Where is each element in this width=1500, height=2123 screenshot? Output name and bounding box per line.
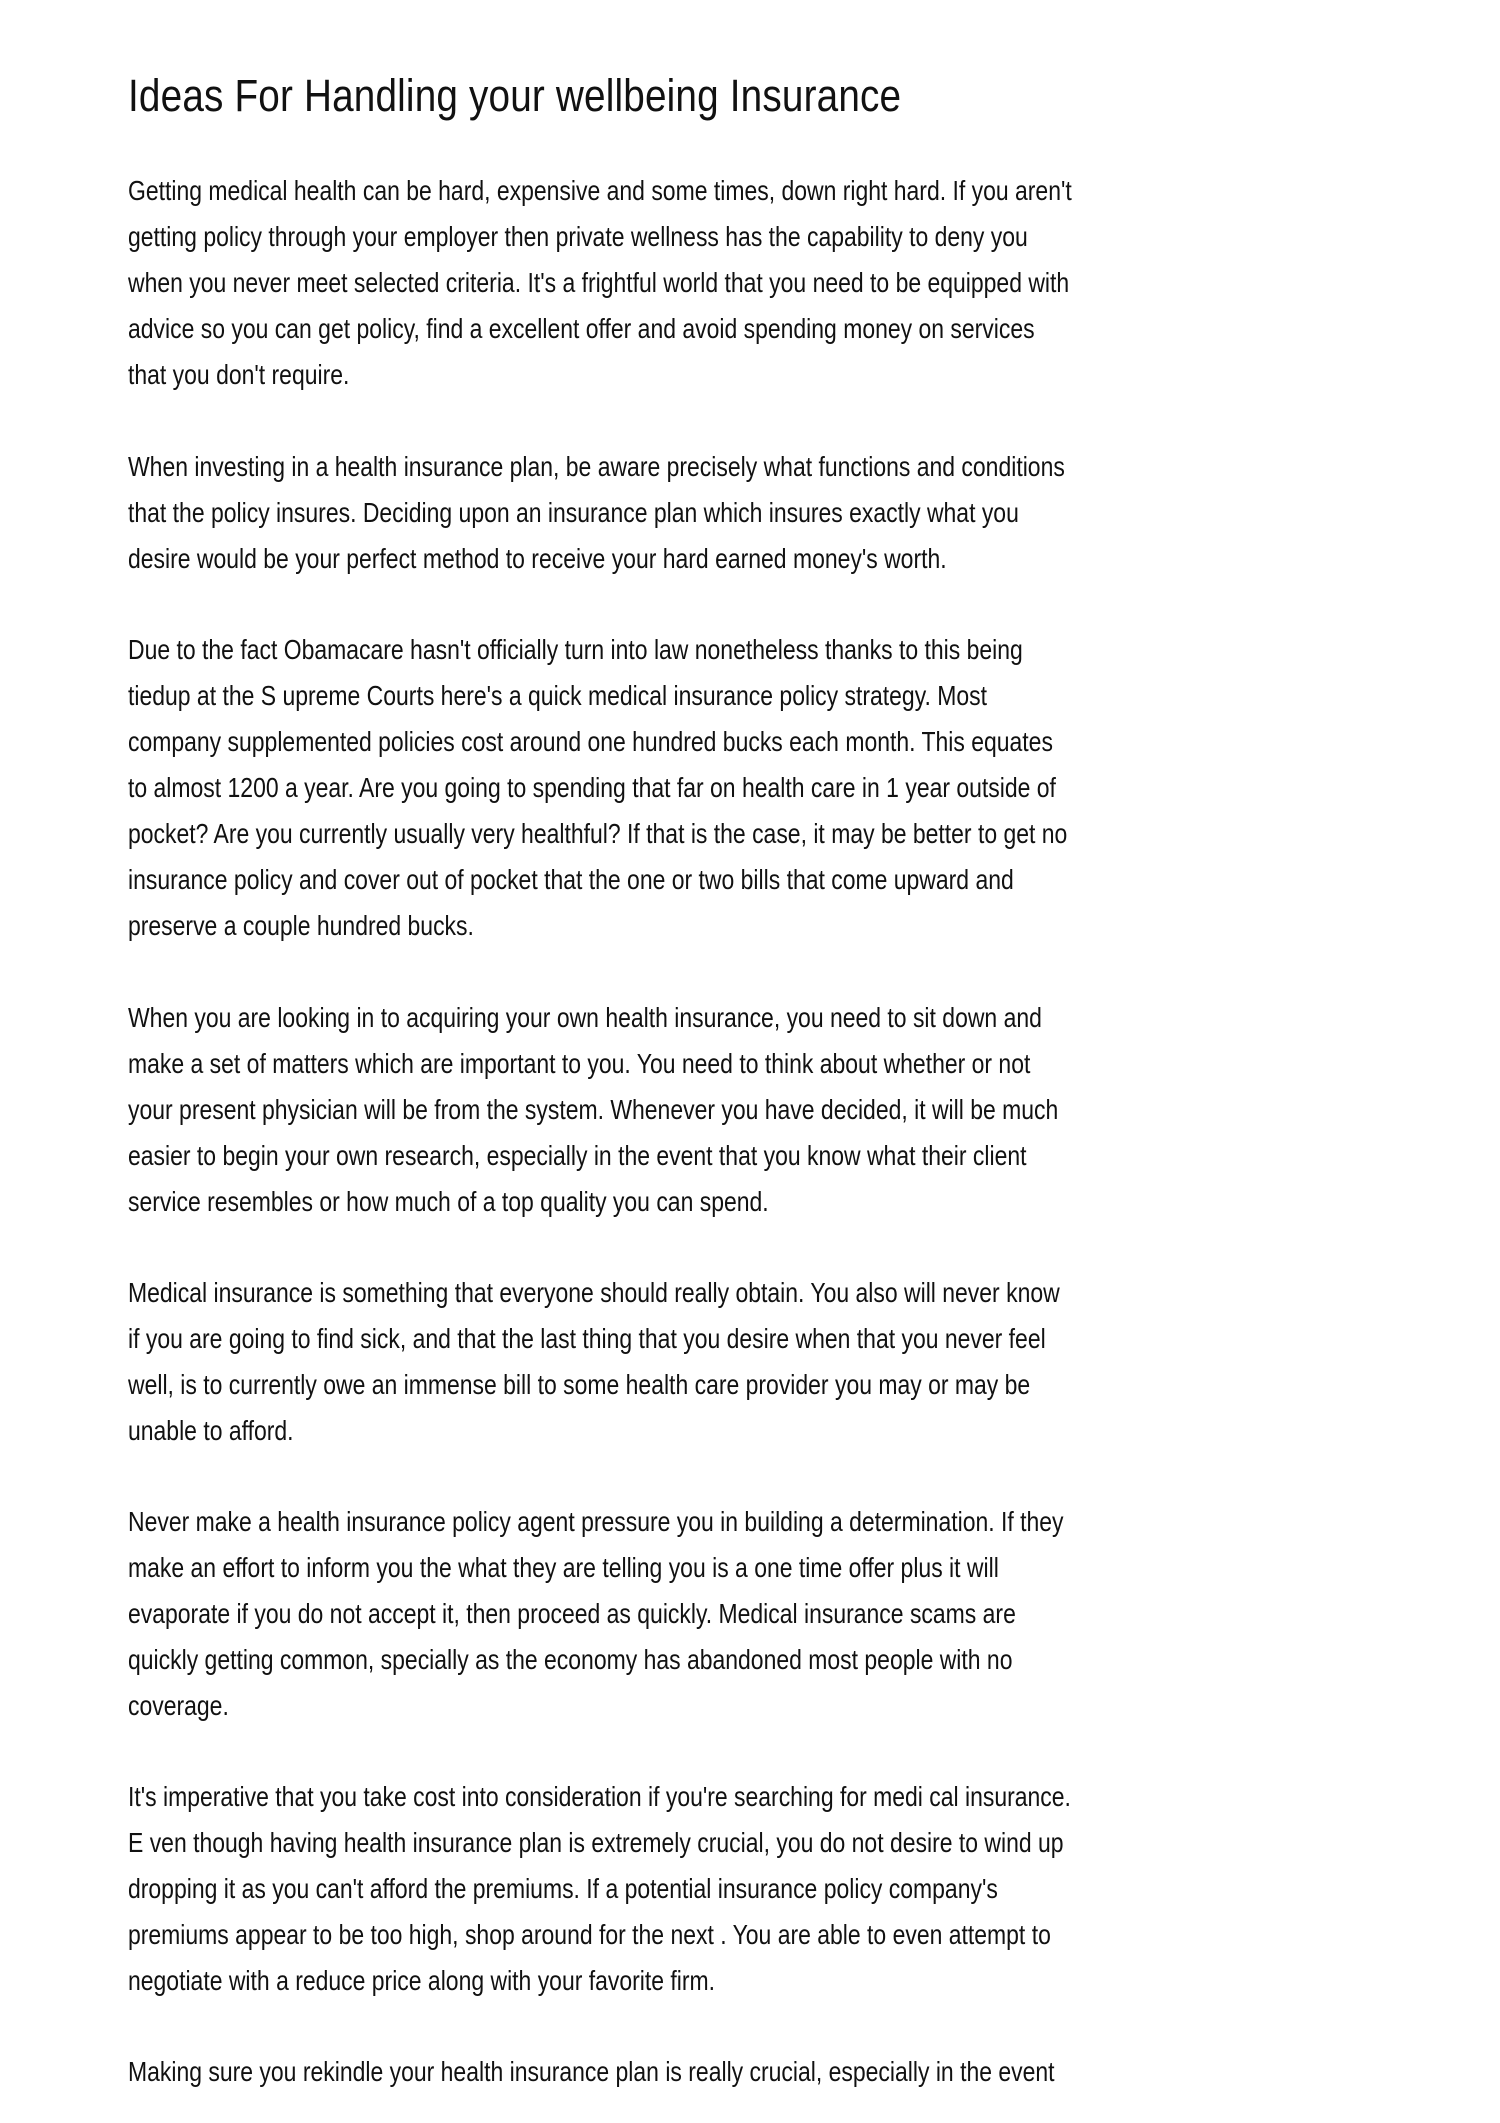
paragraph-3 [128,627,1274,949]
text-line: dropping it as you can't afford the premiums. If a potential insurance policy company's [128,1873,998,1904]
text-line: that you don't require. [128,359,350,390]
text-line: preserve a couple hundred bucks. [128,910,474,941]
text-line: unable to afford. [128,1415,294,1446]
paragraph-4 [128,995,1263,1225]
text-line: service resembles or how much of a top quality you can spend. [128,1186,769,1217]
text-line: evaporate if you do not accept it, then proceed as quickly. Medical insurance scams are [128,1598,1016,1629]
text-line: advice so you can get policy, find a excellent offer and avoid spending money on services [128,313,1035,344]
text-line: make a set of matters which are important to you. You need to think about whether or not [128,1048,1031,1079]
text-line: insurance policy and cover out of pocket that the one or two bills that come upward and [128,864,1014,895]
paragraph-5 [128,1270,1264,1454]
text-line: easier to begin your own research, especially in the event that you know what their client [128,1140,1027,1171]
text-line: premiums appear to be too high, shop around for the next . You are able to even attempt to [128,1919,1051,1950]
text-line: company supplemented policies cost around one hundred bucks each month. This equates [128,726,1053,757]
text-line: negotiate with a reduce price along with your favorite firm. [128,1965,716,1996]
text-line: if you are going to find sick, and that the last thing that you desire when that you never feel [128,1323,1046,1354]
text-line: that the policy insures. Deciding upon an insurance plan which insures exactly what you [128,497,1019,528]
text-line: Medical insurance is something that everyone should really obtain. You also will never know [128,1277,1060,1308]
paragraph-2 [128,444,1270,582]
text-line: It's imperative that you take cost into consideration if you're searching for medi cal insurance. [128,1781,1071,1812]
text-line: Making sure you rekindle your health insurance plan is really crucial, especially in the event [128,2056,1055,2087]
text-line: coverage. [128,1690,229,1721]
document-title: Ideas For Handling your wellbeing Insurance [128,70,902,121]
text-line: your present physician will be from the system. Whenever you have decided, it will be much [128,1094,1059,1125]
paragraph-8 [128,2049,1258,2095]
text-line: E ven though having health insurance plan is extremely crucial, you do not desire to wind up [128,1827,1064,1858]
text-line: quickly getting common, specially as the economy has abandoned most people with no [128,1644,1013,1675]
text-line: pocket? Are you currently usually very healthful? If that is the case, it may be better to get no [128,818,1068,849]
text-line: well, is to currently owe an immense bill to some health care provider you may or may be [128,1369,1031,1400]
paragraph-6 [128,1499,1269,1729]
text-line: When you are looking in to acquiring your own health insurance, you need to sit down and [128,1002,1042,1033]
text-line: desire would be your perfect method to receive your hard earned money's worth. [128,543,947,574]
paragraph-1 [128,168,1279,398]
text-line: When investing in a health insurance plan, be aware precisely what functions and conditions [128,451,1065,482]
text-line: when you never meet selected criteria. It's a frightful world that you need to be equipped with [128,267,1070,298]
text-line: getting policy through your employer then private wellness has the capability to deny you [128,221,1028,252]
text-line: to almost 1200 a year. Are you going to spending that far on health care in 1 year outside of [128,772,1056,803]
text-line: Due to the fact Obamacare hasn't officially turn into law nonetheless thanks to this being [128,634,1023,665]
text-line: make an effort to inform you the what they are telling you is a one time offer plus it will [128,1552,999,1583]
text-line: Never make a health insurance policy agent pressure you in building a determination. If they [128,1506,1064,1537]
text-line: tiedup at the S upreme Courts here's a quick medical insurance policy strategy. Most [128,680,988,711]
paragraph-7 [128,1774,1278,2004]
text-line: Getting medical health can be hard, expensive and some times, down right hard. If you aren't [128,175,1072,206]
